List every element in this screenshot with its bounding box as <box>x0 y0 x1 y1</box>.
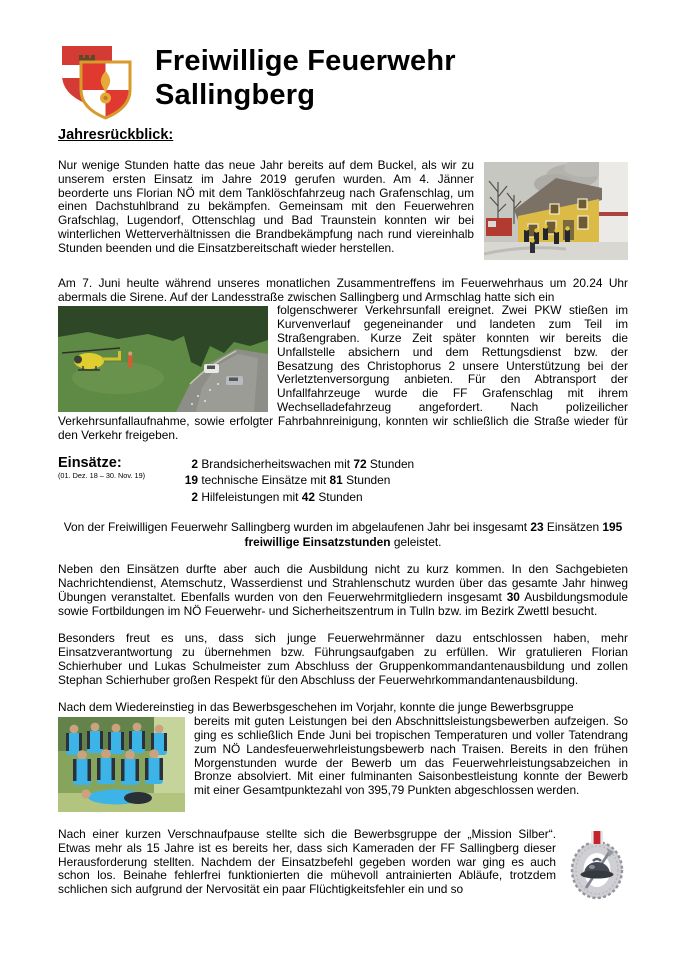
paragraph-accident-detail <box>58 304 628 442</box>
paragraph-accident-intro: Am 7. Juni heulte während unseres monatlichen Zusammentreffens im Feuerwehrhaus um 20.24 Uhr abermals die Sirene. Auf der Landesstraße zwischen Sallingberg und Armschlag hatte sich ein <box>58 275 628 304</box>
stat-suffix: Stunden <box>369 457 415 472</box>
stat-hours: 81 <box>329 473 343 488</box>
paragraph-accident-detail-text: folgenschwerer Verkehrsunfall ereignet. Zwei PKW stießen im Kurvenverlauf gegeneinander und landeten zum Teil im Straßengraben. Kurze Zeit später konnten wir bereits die Unfallstelle absichern und dem Rettungsdienst bzw. der Besatzung des Christophorus 2 unsere Unterstützung bei der Verletztenversorgung anbieten. Für den Abtransport der Unfallfahrzeuge wurde die FF Grafenschlag mit ihrem Wechselladefahrzeug angefordert. Nach polizeilicher Verkehrsunfallaufnahme, sowie erfolgter Fahrbahnreinigung, konnten wir schließlich die Straße wieder für den Verkehr freigeben. <box>58 303 628 442</box>
stat-row-brandsicherheitswachen <box>180 456 628 472</box>
paragraph-mission-silber <box>58 828 628 904</box>
paragraph-promotions: Besonders freut es uns, dass sich junge Feuerwehrmänner dazu entschlossen haben, mehr Einsatzverantwortung zu übernehmen bzw. Führungsaufgaben zu erfüllen. Wir gratulieren Florian Schierhuber und Lukas Schulmeister zum Abschluss der Gruppenkommandantenausbildung und zollen Stephan Schierhuber großen Respekt für den Abschluss der Feuerwehrkommandantenausbildung. <box>58 631 628 687</box>
paragraph-training <box>58 563 628 618</box>
stats-period: (01. Dez. 18 – 30. Nov. 19) <box>58 471 146 481</box>
title-line-2: Sallingberg <box>155 79 316 111</box>
photo-helicopter-accident <box>58 306 268 412</box>
crest-icon <box>59 44 132 120</box>
summary-total-hours: 195 freiwillige Einsatzstunden <box>244 520 623 549</box>
stat-label: Brandsicherheitswachen mit <box>201 457 351 472</box>
title-line-1: Freiwillige Feuerwehr <box>155 45 456 77</box>
training-part2: Ausbildungsmodule sowie Fortbildungen im NÖ Feuerwehr- und Sicherheitszentrum in Tulln bzw. im Bezirk Zwettl besucht. <box>58 589 628 618</box>
training-part1: Neben den Einsätzen durfte aber auch die Ausbildung nicht zu kurz kommen. In den Sachgebieten Nachrichtendienst, Atemschutz, Wasserdienst und Strahlenschutz wurden über das gesamte Jahr hinweg Übungen veranstaltet. Ebenfalls wurden von den Feuerwehrmitgliedern insgesamt <box>58 562 628 604</box>
stat-row-hilfeleistungen <box>180 489 628 505</box>
paragraph-competition-detail <box>58 715 628 814</box>
stats-label: Einsätze: <box>58 455 122 472</box>
stat-count: 19 <box>184 473 198 488</box>
stat-hours: 42 <box>301 489 316 504</box>
paragraph-mission-silber-text: Nach einer kurzen Verschnaufpause stellte sich die Bewerbsgruppe der „Mission Silber“. Etwas mehr als 15 Jahre ist es bereits her, dass sich Kameraden der FF Sallingberg dieser Herausforderung stellten. Nachdem der Einsatzbefehl gegeben worden war ging es auch schon los. Beinahe fehlerfrei funktionierten die mühevoll antrainierten Abläufe, trotzdem schlichen sich aufgrund der Nervosität ein paar Flüchtigkeitsfehler ein und so <box>58 826 556 897</box>
photo-house-fire <box>484 162 628 260</box>
silver-badge-image <box>566 831 628 901</box>
paragraph-competition-intro: Nach dem Wiedereinstieg in das Bewerbsgeschehen im Vorjahr, konnte die junge Bewerbsgruppe <box>58 700 574 715</box>
stat-label: technische Einsätze mit <box>201 473 327 488</box>
stats-section <box>58 456 628 508</box>
summary-part2: Einsätzen <box>543 520 603 535</box>
summary-part3: geleistet. <box>390 534 442 549</box>
paragraph-competition-detail-text: bereits mit guten Leistungen bei den Abschnittsleistungsbewerben aufzeigen. So ging es schließlich Ende Juni bei tropischen Temperaturen und voller Tatendrang zum NÖ Landesfeuerwehrleistungsbewerb nach Traisen. Bereits in den frühen Morgenstunden wurde der Bewerb um das Feuerwehrleistungsabzeichen in Bronze absolviert. Mit einer fulminanten Saisonbestleistung konnte der Bewerb mit einer Gesamtpunktezahl von 395,79 Punkten abgeschlossen werden. <box>194 714 628 798</box>
stat-row-technische-einsaetze <box>180 472 628 488</box>
summary-total-missions: 23 <box>530 520 544 535</box>
paragraph-first-mission <box>58 159 628 263</box>
photo-competition-team <box>58 717 185 812</box>
paragraph-first-mission-text: Nur wenige Stunden hatte das neue Jahr bereits auf dem Buckel, als wir zu unserem ersten Einsatz im Jahre 2019 gerufen wurden. Am 4. Jänner beorderte uns Florian NÖ mit dem Tanklöschfahrzeug nach Grafenschlag, um einen Dachstuhlbrand zu bekämpfen. Gemeinsam mit den Feuerwehren Grafschlag, Lugendorf, Ottenschlag und Bad Traunstein konnten wir bei winterlichen Wetterverhältnissen die Brandbekämpfung nach rund viereinhalb Stunden beenden und die Einsatzbereitschaft wieder herstellen. <box>58 158 474 255</box>
stat-count: 2 <box>191 457 198 472</box>
stats-summary <box>58 520 628 549</box>
stat-suffix: Stunden <box>346 473 391 488</box>
training-modules-count: 30 <box>506 589 520 604</box>
section-heading: Jahresrückblick: <box>58 127 174 143</box>
fire-brigade-crest-logo <box>59 44 132 120</box>
page-title <box>155 44 456 112</box>
summary-part1: Von der Freiwilligen Feuerwehr Sallingberg wurden im abgelaufenen Jahr bei insgesamt <box>63 520 531 535</box>
stat-count: 2 <box>191 489 198 504</box>
stat-label: Hilfeleistungen mit <box>201 489 299 504</box>
stat-suffix: Stunden <box>318 489 363 504</box>
stat-hours: 72 <box>353 457 367 472</box>
